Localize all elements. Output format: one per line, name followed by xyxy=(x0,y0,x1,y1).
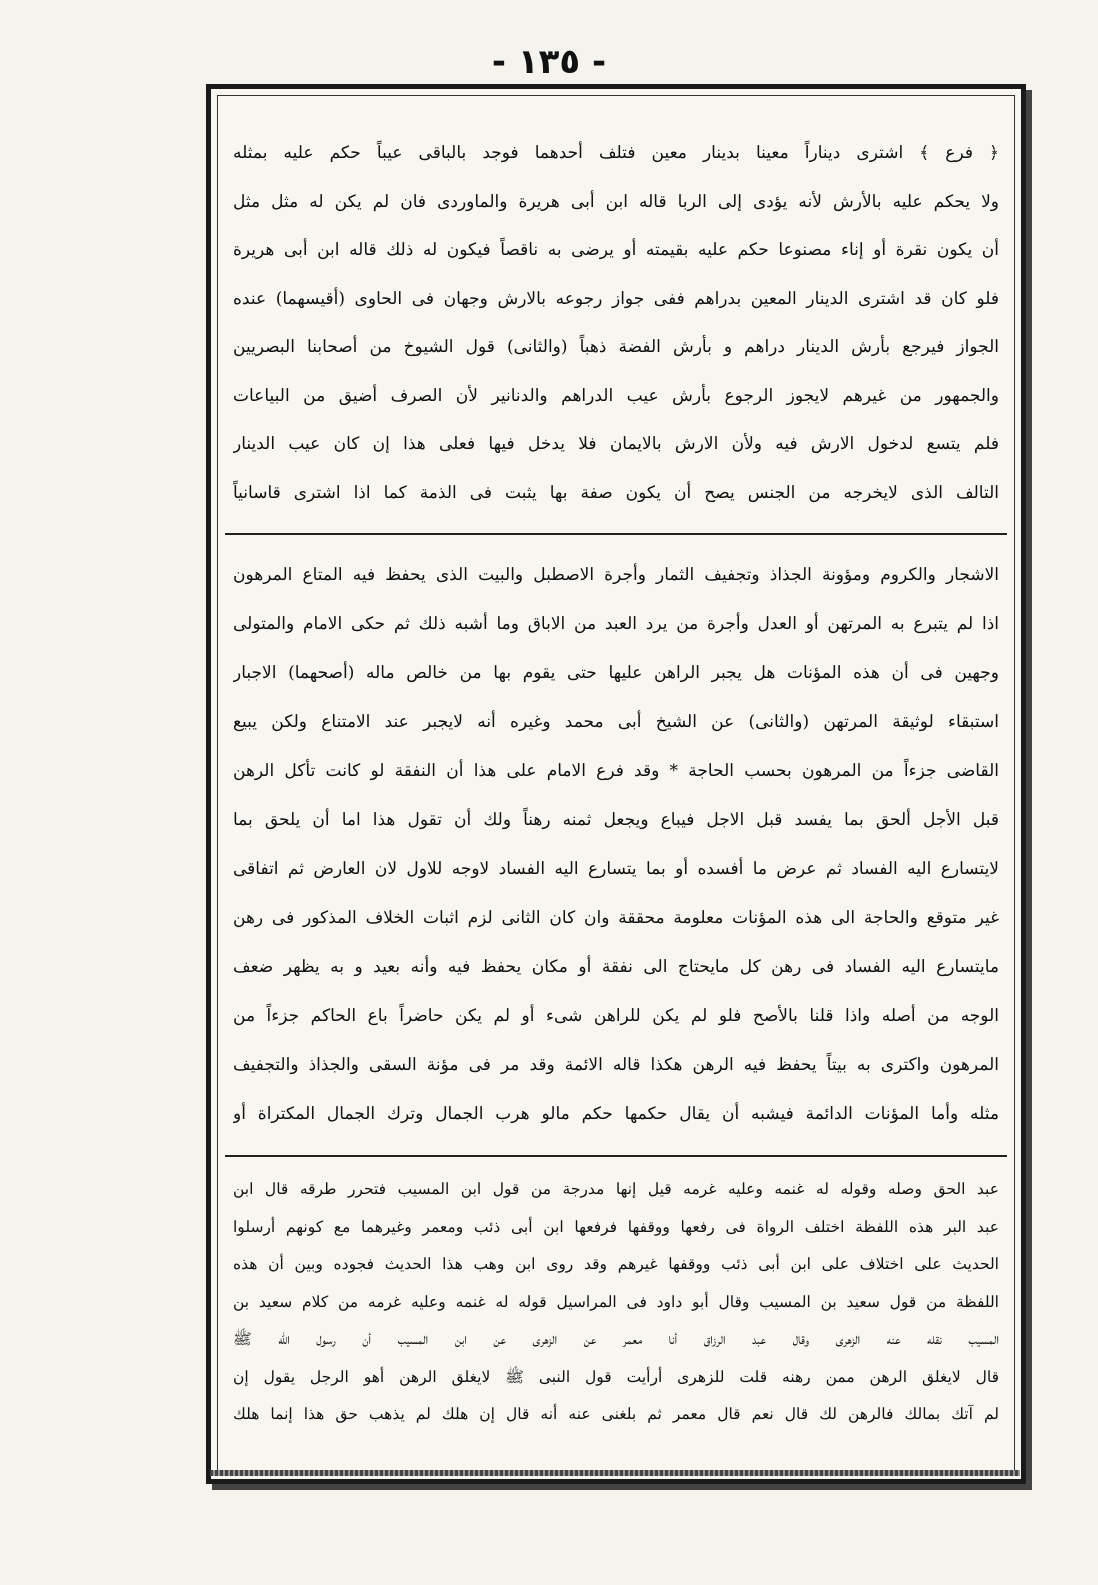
text-line: فلو كان قد اشترى الدينار المعين بدراهم ففى جواز رجوعه بالارش وجهان فى الحاوى (أقيسهما) عنده xyxy=(233,288,999,309)
text-line: قبل الأجل ألحق بما يفسد قبل الاجل فيباع ويجعل ثمنه رهناً ولك أن تقول هذا اما أن يلحق بما xyxy=(233,810,999,830)
text-line: عبد البر هذه اللفظة اختلف الرواة فى رفعها ووقفها فرفعها ابن أبى ذئب ومعمر وغيرهما مع كونهم أرسلوا xyxy=(233,1217,999,1236)
text-line: الاشجار والكروم ومؤونة الجذاذ وتجفيف الثمار وأجرة الاصطبل والبيت الذى يحفظ فيه المتاع المرهون xyxy=(233,565,999,585)
text-line: اذا لم يتبرع به المرتهن أو العدل وأجرة من يرد العبد من الاباق وما أشبه ذلك ثم حكى الامام والمتولى xyxy=(233,614,999,634)
text-line: القاضى جزءاً من المرهون بحسب الحاجة * وقد فرع الامام على هذا أن النفقة لو كانت تأكل الرهن xyxy=(233,761,999,781)
text-line: فلم يتسع لدخول الارش فيه ولأن الارش بالايمان فلا يدخل فيها فعلى هذا إن كان عيب الدينار xyxy=(233,434,999,454)
text-line: ولا يحكم عليه بالأرش لأنه يؤدى إلى الربا قاله ابن أبى هريرة والماوردى فان لم يكن له مثل مثل xyxy=(233,191,999,212)
footnote-text-block xyxy=(233,1171,999,1434)
text-line: الوجه من أصله واذا قلنا بالأصح فلو لم يكن للراهن شىء أو لم يكن حاضراً باع الحاكم جزءاً من xyxy=(233,1006,999,1026)
text-line: غير متوقع والحاجة الى هذه المؤنات معلومة محققة وان كان الثانى لزم اثبات الخلاف المذكور فى رهن xyxy=(233,908,999,928)
text-line: اللفظة من قول سعيد بن المسيب وقال أبو داود فى المراسيل قوله له غنمه وعليه غرمه من كلام سعيد بن xyxy=(233,1292,999,1311)
section-divider xyxy=(225,533,1007,535)
text-line: الجواز فيرجع بأرش الدينار دراهم و بأرش الفضة ذهباً (والثانى) قول الشيوخ من أصحابنا البصريين xyxy=(233,337,999,357)
text-line: وجهين فى أن هذه المؤنات هل يجبر الراهن عليها حتى يقوم بها من خالص ماله (أصحهما) الاجبار xyxy=(233,663,999,683)
section-divider xyxy=(225,1155,1007,1157)
bottom-ornament xyxy=(210,1470,1020,1476)
main-text-block xyxy=(233,129,999,517)
page-number: - ١٣٥ - xyxy=(491,42,607,82)
text-line: المرهون واكترى به بيتاً يحفظ فيه الرهن هكذا قاله الائمة وقد مر فى مؤنة السقى والجذاذ والتجفيف xyxy=(233,1055,999,1075)
text-line: والجمهور من غيرهم لايجوز الرجوع بأرش عيب الدراهم والدنانير لأن الصرف أضيق من البياعات xyxy=(233,385,999,406)
page-frame xyxy=(206,84,1026,1484)
text-line: التالف الذى لايخرجه من الجنس يصح أن يكون صفة بها يثبت فى الذمة كما اذا اشترى قاسانياً xyxy=(233,482,999,503)
text-line: مثله وأما المؤنات الدائمة فيشبه أن يقال حكمها حكم مالو هرب الجمال وترك الجمال المكتراة أو xyxy=(233,1104,999,1124)
text-line: قال لايغلق الرهن ممن رهنه قلت للزهرى أرأيت قول النبى ﷺ لايغلق الرهن أهو الرجل يقول إن xyxy=(233,1367,999,1386)
text-line: لم آتك بمالك فالرهن لك قال نعم قال معمر ثم بلغنى عنه أنه قال إن هلك لم يذهب حق هذا إنما هلك xyxy=(233,1405,999,1423)
text-line: ﴿ فرع ﴾ اشترى ديناراً معينا بدينار معين فتلف أحدهما فوجد بالباقى عيباً حكم عليه بمثله xyxy=(233,143,999,163)
secondary-text-block xyxy=(233,551,999,1139)
text-line: أن يكون نقرة أو إناء مصنوعا حكم عليه بقيمته أو يرضى به ناقصاً فيكون له ذلك قاله ابن أبى هريرة xyxy=(233,240,999,260)
text-line: عبد الحق وصله وقوله له غنمه وعليه غرمه قيل إنها مدرجة من قول ابن المسيب فتحرر طرقه قال ابن xyxy=(233,1180,999,1198)
text-line: الحديث على اختلاف على ابن أبى ذئب ووقفها غيرهم وقد روى ابن وهب هذا الحديث فجوده وبين أن هذه xyxy=(233,1255,999,1273)
text-line: لايتسارع اليه الفساد ثم عرض ما أفسده أو بما يتسارع اليه الفساد لاوجه للاول لان العارض ثم اتفاقى xyxy=(233,859,999,879)
text-line: مايتسارع اليه الفساد فى رهن كل مايحتاج الى نفقة أو مكان يحفظ فيه وأنه بعيد و به يظهر ضعف xyxy=(233,957,999,977)
text-line: استبقاء لوثيقة المرتهن (والثانى) عن الشيخ أبى محمد وغيره أنه لايجبر عند الامتناع ولكن يبيع xyxy=(233,712,999,732)
text-line: المسيب نقله عنه الزهرى وقال عبد الرزاق أنا معمر عن الزهرى عن ابن المسيب أن رسول الله ﷺ xyxy=(233,1330,999,1348)
